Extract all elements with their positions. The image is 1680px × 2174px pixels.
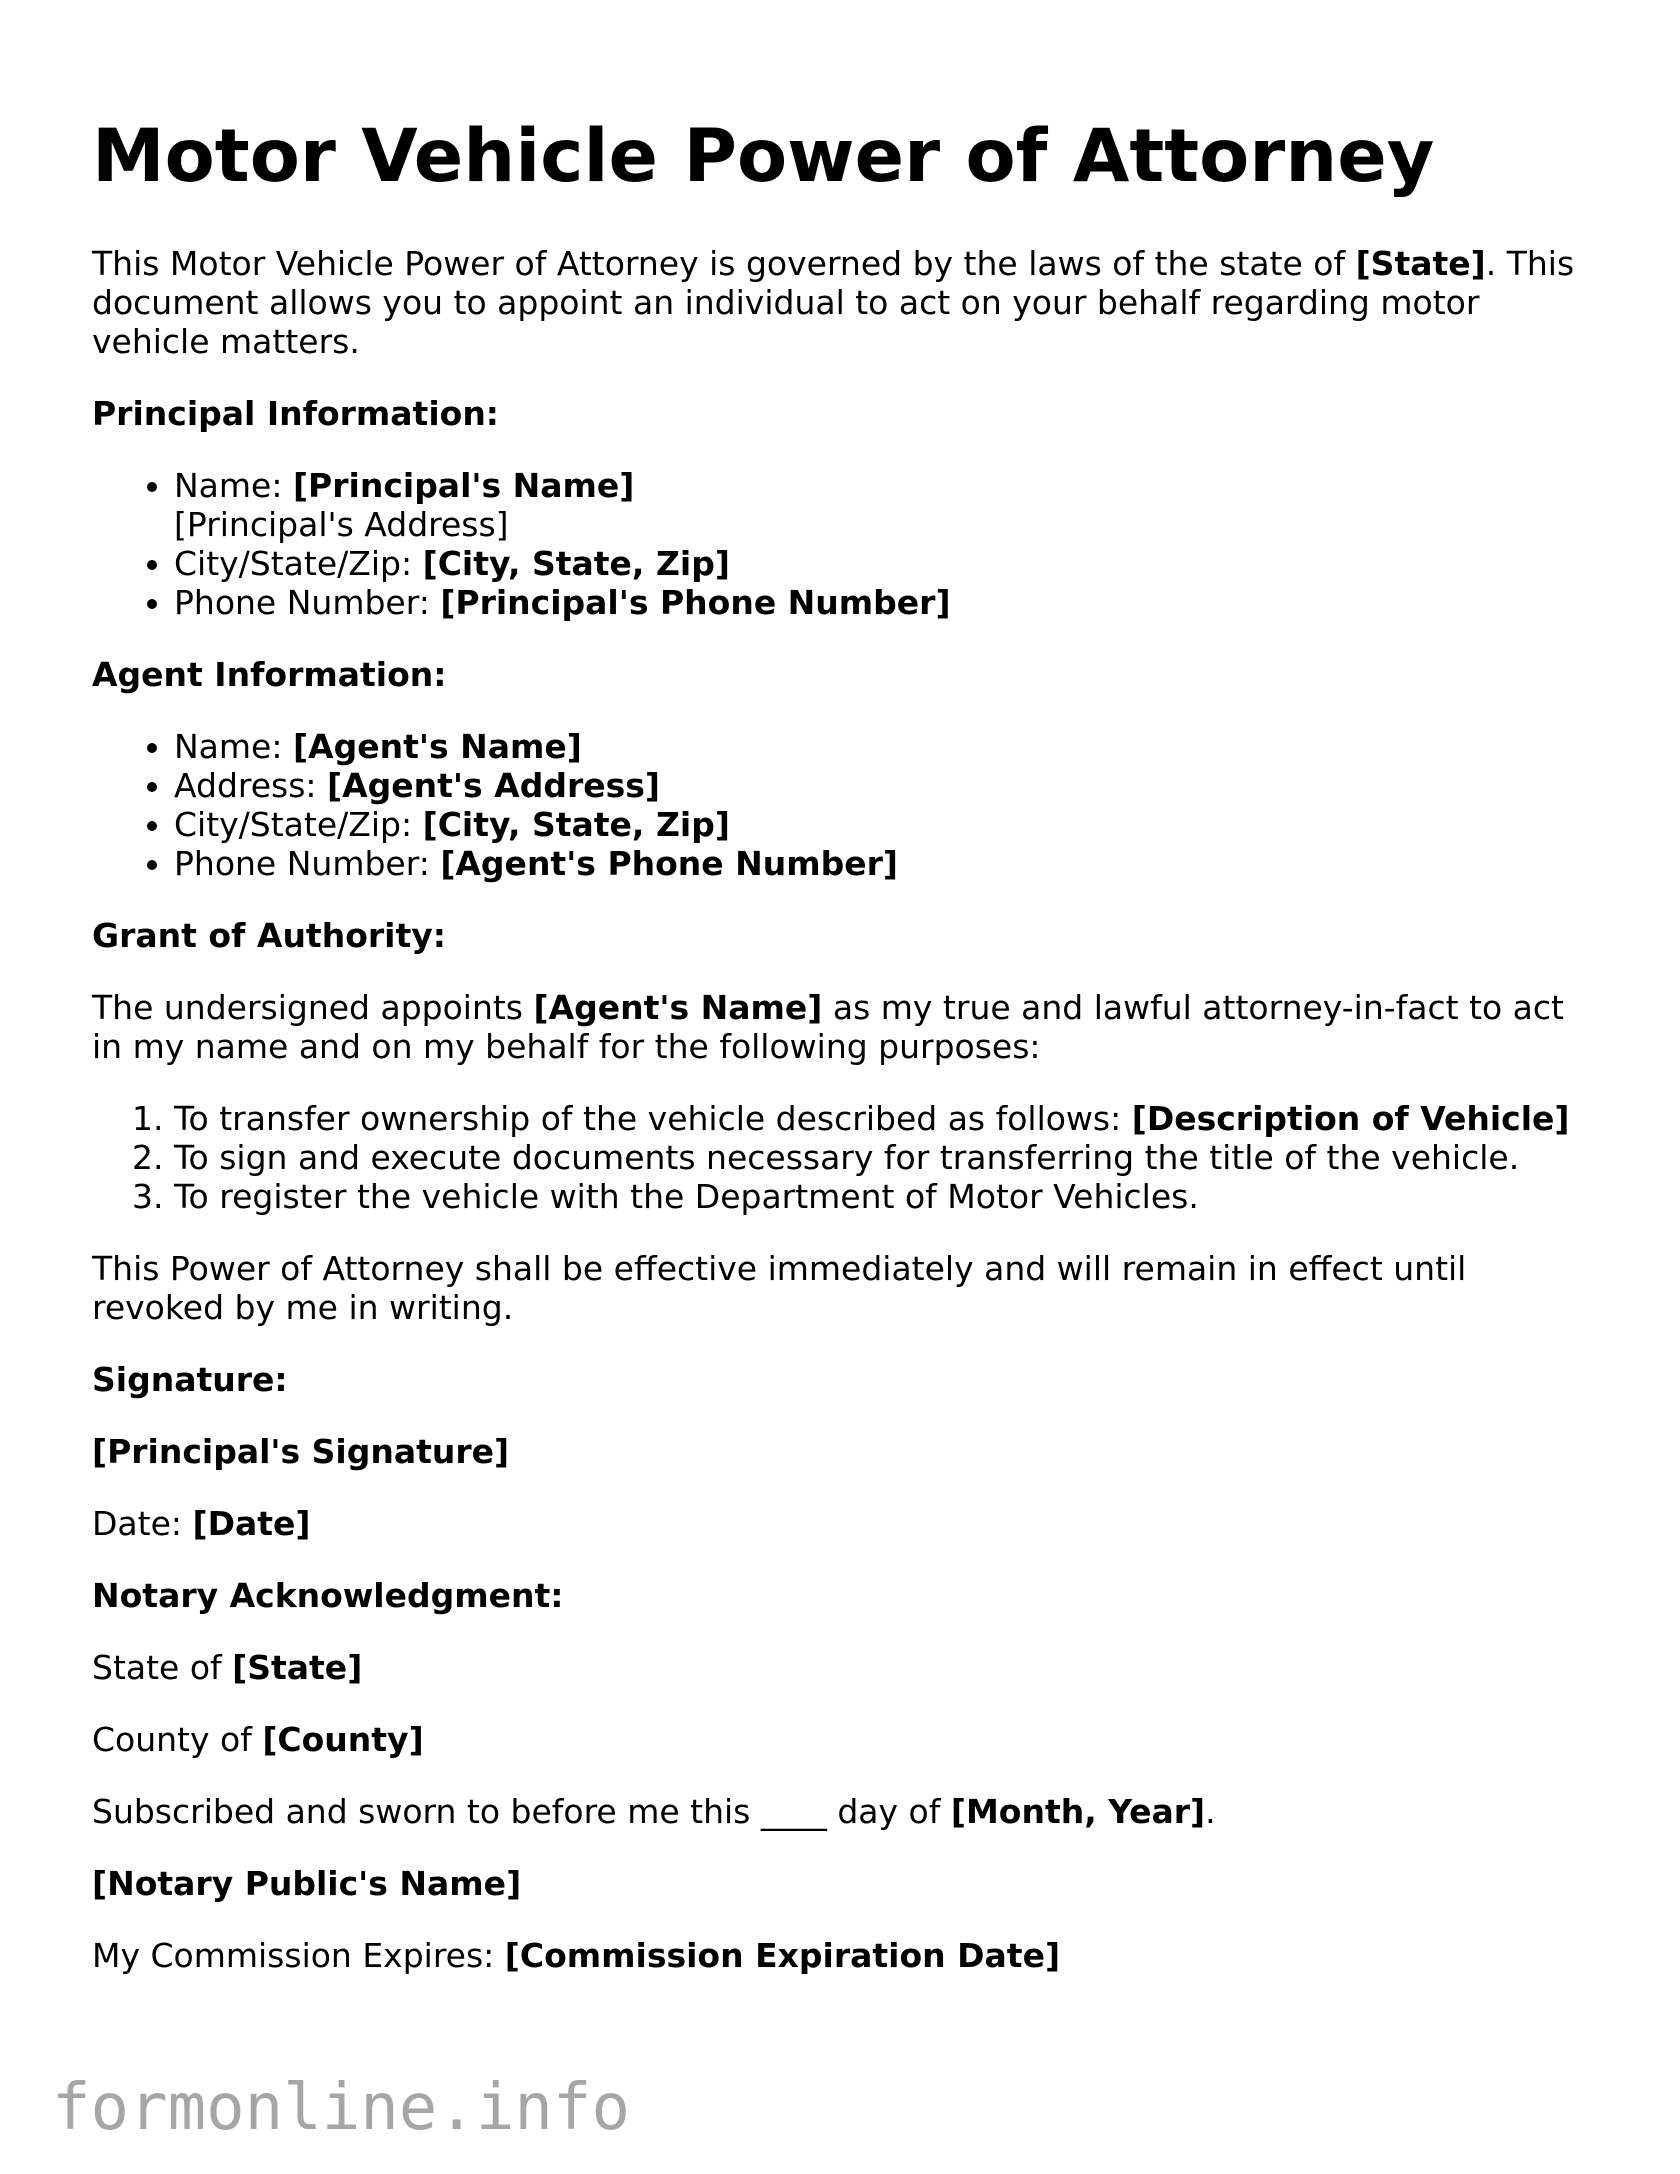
notary-name-placeholder: [Notary Public's Name] (92, 1864, 522, 1903)
notary-sworn-period: . (1205, 1792, 1216, 1831)
authority-text: The undersigned appoints (92, 988, 534, 1027)
document-title: Motor Vehicle Power of Attorney (92, 114, 1435, 199)
agent-name-value: [Agent's Name] (292, 727, 582, 766)
notary-county-label: County of (92, 1720, 263, 1759)
authority-text-continued: as my true and lawful attorney-in-fact to act in my name and on my behalf for the following purposes: (92, 988, 1564, 1066)
notary-sworn-text-continued: day of (826, 1792, 951, 1831)
agent-phone-value: [Agent's Phone Number] (440, 844, 899, 883)
agent-list (92, 727, 1592, 883)
authority-heading: Grant of Authority: (92, 916, 446, 955)
authority-paragraph (92, 988, 1592, 1066)
principal-name-label: Name: (174, 466, 293, 505)
notary-state-label: State of (92, 1648, 233, 1687)
principal-phone-label: Phone Number: (174, 583, 441, 622)
principal-signature-placeholder: [Principal's Signature] (92, 1432, 510, 1471)
principal-name-item (174, 466, 1592, 544)
notary-sworn-text: Subscribed and sworn to before me this (92, 1792, 761, 1831)
principal-city-value: [City, State, Zip] (422, 544, 730, 583)
notary-commission (92, 1936, 1592, 1975)
signature-date-label: Date: (92, 1504, 193, 1543)
agent-name-item (174, 727, 1592, 766)
purpose-item-1 (174, 1099, 1592, 1138)
agent-city-value: [City, State, Zip] (422, 805, 730, 844)
purposes-list (92, 1099, 1592, 1216)
notary-county (92, 1720, 1592, 1759)
notary-commission-label: My Commission Expires: (92, 1936, 505, 1975)
agent-name-label: Name: (174, 727, 293, 766)
authority-agent-name: [Agent's Name] (533, 988, 823, 1027)
notary-heading: Notary Acknowledgment: (92, 1576, 564, 1615)
agent-heading: Agent Information: (92, 655, 447, 694)
principal-phone-value: [Principal's Phone Number] (440, 583, 951, 622)
intro-paragraph (92, 244, 1592, 361)
effective-paragraph: This Power of Attorney shall be effective immediately and will remain in effect until revoked by me in writing. (92, 1249, 1467, 1327)
watermark-text: formonline.info (52, 2071, 630, 2145)
document-page (92, 112, 1592, 2008)
agent-city-item (174, 805, 1592, 844)
purpose-item-3: 3. To register the vehicle with the Department of Motor Vehicles. (174, 1177, 1592, 1216)
notary-state (92, 1648, 1592, 1687)
agent-city-label: City/State/Zip: (174, 805, 423, 844)
notary-month-year-value: [Month, Year] (950, 1792, 1206, 1831)
principal-address-line: [Principal's Address] (174, 505, 509, 544)
principal-city-item (174, 544, 1592, 583)
intro-text: This Motor Vehicle Power of Attorney is governed by the laws of the state of (92, 244, 1356, 283)
intro-state-placeholder: [State] (1355, 244, 1486, 283)
principal-name-value: [Principal's Name] (292, 466, 635, 505)
signature-date (92, 1504, 1592, 1543)
purpose-1-text: To transfer ownership of the vehicle described as follows: (174, 1099, 1132, 1138)
purpose-item-2: 2. To sign and execute documents necessary for transferring the title of the vehicle. (174, 1138, 1592, 1177)
signature-heading: Signature: (92, 1360, 288, 1399)
agent-phone-label: Phone Number: (174, 844, 441, 883)
principal-heading: Principal Information: (92, 394, 500, 433)
principal-phone-item (174, 583, 1592, 622)
agent-address-value: [Agent's Address] (327, 766, 660, 805)
notary-state-value: [State] (232, 1648, 363, 1687)
notary-sworn-line (92, 1792, 1592, 1831)
agent-phone-item (174, 844, 1592, 883)
notary-commission-value: [Commission Expiration Date] (504, 1936, 1061, 1975)
principal-list (92, 466, 1592, 622)
agent-address-item (174, 766, 1592, 805)
agent-address-label: Address: (174, 766, 328, 805)
principal-city-label: City/State/Zip: (174, 544, 423, 583)
notary-county-value: [County] (262, 1720, 424, 1759)
purpose-1-value: [Description of Vehicle] (1131, 1099, 1570, 1138)
notary-day-blank: ____ (760, 1792, 827, 1831)
signature-date-value: [Date] (192, 1504, 311, 1543)
intro-text-continued: . This document allows you to appoint an individual to act on your behalf regarding motor vehicle matters. (92, 244, 1575, 361)
